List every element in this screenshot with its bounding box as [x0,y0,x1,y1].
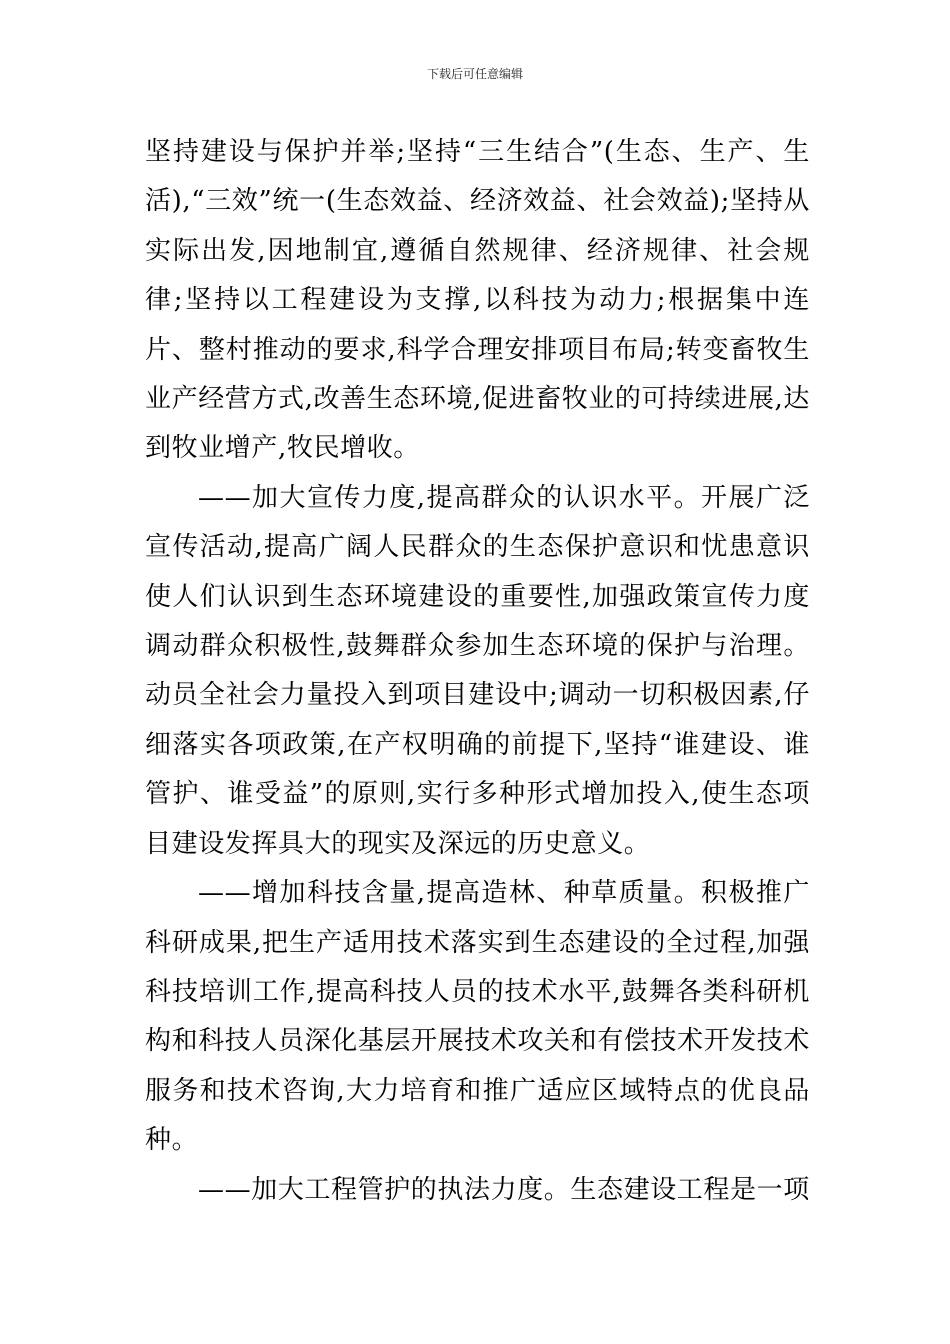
paragraph-principles: 坚持建设与保护并举;坚持“三生结合”(生态、生产、生活),“三效”统一(生态效益、经济效益、社会效益);坚持从实际出发,因地制宜,遵循自然规律、经济规律、社会规律;坚持以工程建设为支撑,以科技为动力;根据集中连片、整村推动的要求,科学合理安排项目布局;转变畜牧生业产经营方式,改善生态环境,促进畜牧业的可持续进展,达到牧业增产,牧民增收。 [145,137,810,464]
paragraph-enforcement: ——加大工程管护的执法力度。生态建设工程是一项 [198,1174,810,1205]
document-body [145,128,810,1215]
paragraph-publicity: ——加大宣传力度,提高群众的认识水平。开展广泛宣传活动,提高广阔人民群众的生态保护意识和忧患意识使人们认识到生态环境建设的重要性,加强政策宣传力度调动群众积极性,鼓舞群众参加生态环境的保护与治理。动员全社会力量投入到项目建设中;调动一切积极因素,仔细落实各项政策,在产权明确的前提下,坚持“谁建设、谁管护、谁受益”的原则,实行多种形式增加投入,使生态项目建设发挥具大的现实及深远的历史意义。 [145,482,810,859]
page-header: 下载后可任意编辑 [426,67,523,81]
paragraph-technology: ——增加科技含量,提高造林、种草质量。积极推广科研成果,把生产适用技术落实到生态建设的全过程,加强科技培训工作,提高科技人员的技术水平,鼓舞各类科研机构和科技人员深化基层开展技术攻关和有偿技术开发技术服务和技术咨询,大力培育和推广适应区域特点的优良品种。 [145,878,811,1156]
